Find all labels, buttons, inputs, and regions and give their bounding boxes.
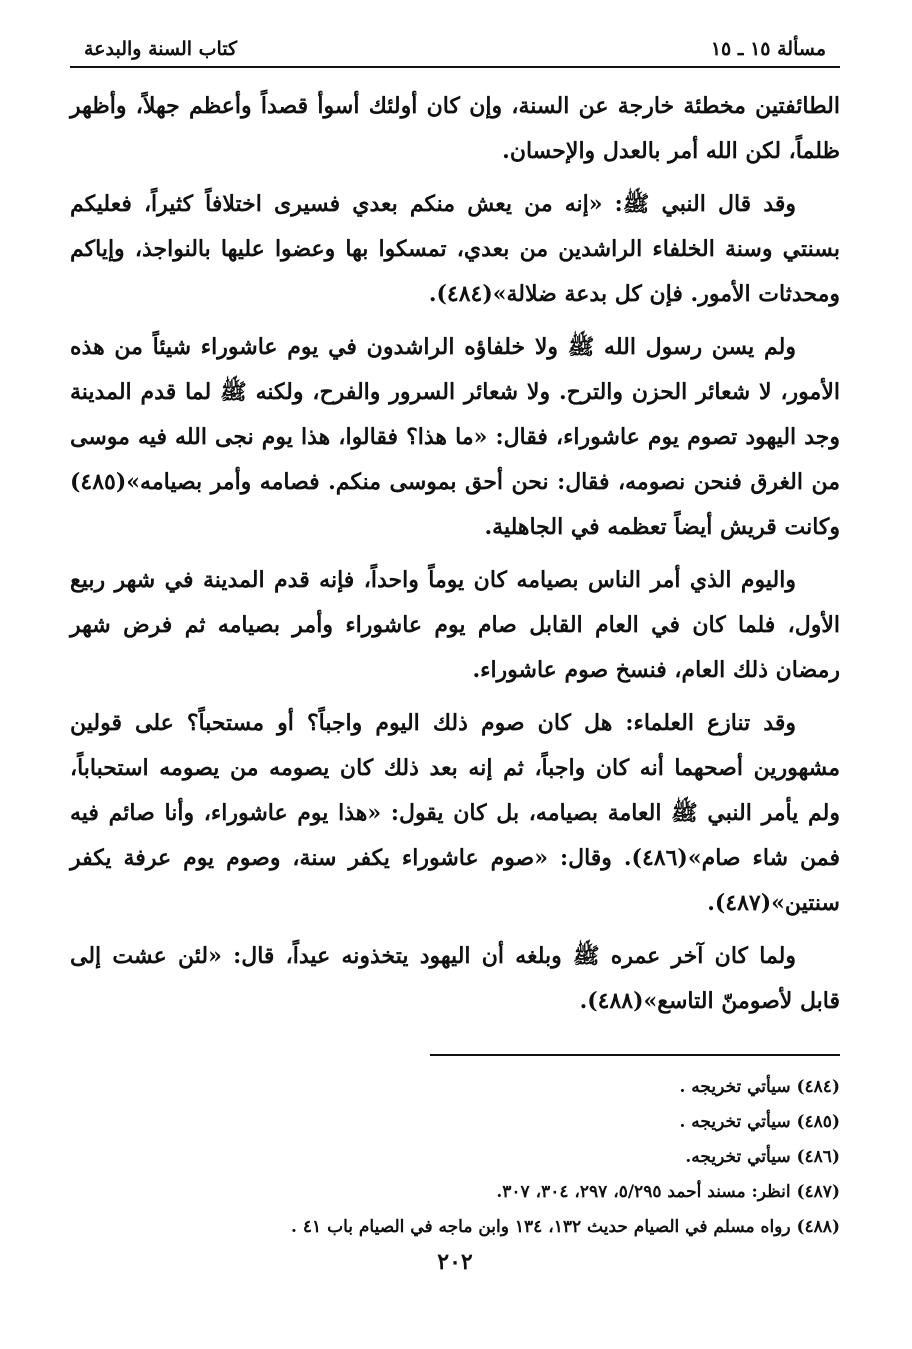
book-title: كتاب السنة والبدعة bbox=[84, 38, 238, 60]
running-header bbox=[70, 30, 840, 68]
paragraph: وقد تنازع العلماء: هل كان صوم ذلك اليوم واجباً؟ أو مستحباً؟ على قولين مشهورين أصحهما أنه كان واجباً، ثم إنه بعد ذلك كان يصومه من يصومه استحباباً، ولم يأمر النبي ﷺ العامة بصيامه، بل كان يقول: «هذا يوم عاشوراء، وأنا صائم فيه فمن شاء صام»(٤٨٦). وقال: «صوم عاشوراء يكفر سنة، وصوم يوم عرفة يكفر سنتين»(٤٨٧). bbox=[70, 710, 841, 916]
document-page bbox=[70, 30, 840, 1275]
footnotes bbox=[70, 1070, 840, 1245]
paragraph: ولم يسن رسول الله ﷺ ولا خلفاؤه الراشدون في يوم عاشوراء شيئاً من هذه الأمور، لا شعائر الحزن والترح. ولا شعائر السرور والفرح، ولكنه ﷺ لما قدم المدينة وجد اليهود تصوم يوم عاشوراء، فقال: «ما هذا؟ فقالوا، هذا يوم نجى الله فيه موسى من الغرق فنحن نصومه، فقال: نحن أحق بموسى منكم. فصامه وأمر بصيامه»(٤٨٥) وكانت قريش أيضاً تعظمه في الجاهلية. bbox=[70, 334, 840, 540]
paragraph: وقد قال النبي ﷺ: «إنه من يعش منكم بعدي فسيرى اختلافاً كثيراً، فعليكم بسنتي وسنة الخلفاء الراشدين من بعدي، تمسكوا بها وعضوا عليها بالنواجذ، وإياكم ومحدثات الأمور. فإن كل بدعة ضلالة»(٤٨٤). bbox=[70, 191, 840, 307]
footnote: (٤٨٦) سيأتي تخريجه. bbox=[685, 1147, 840, 1167]
body-text bbox=[70, 84, 840, 1024]
paragraph: ولما كان آخر عمره ﷺ وبلغه أن اليهود يتخذونه عيداً، قال: «لئن عشت إلى قابل لأصومنّ التاسع»(٤٨٨). bbox=[70, 943, 840, 1014]
paragraph: واليوم الذي أمر الناس بصيامه كان يوماً واحداً، فإنه قدم المدينة في شهر ربيع الأول، فلما كان في العام القابل صام يوم عاشوراء وأمر بصيامه ثم فرض شهر رمضان ذلك العام، فنسخ صوم عاشوراء. bbox=[70, 567, 840, 683]
section-label: مسألة ١٥ ـ ١٥ bbox=[710, 38, 826, 60]
page-number: ٢٠٢ bbox=[437, 1249, 473, 1275]
paragraph: الطائفتين مخطئة خارجة عن السنة، وإن كان أولئك أسوأ قصداً وأعظم جهلاً، وأظهر ظلماً، لكن الله أمر بالعدل والإحسان. bbox=[70, 93, 840, 164]
footnote-divider bbox=[430, 1054, 840, 1056]
footnote: (٤٨٥) سيأتي تخريجه . bbox=[679, 1112, 840, 1132]
footnote: (٤٨٨) رواه مسلم في الصيام حديث ١٣٢، ١٣٤ وابن ماجه في الصيام باب ٤١ . bbox=[291, 1217, 840, 1237]
footnote: (٤٨٧) انظر: مسند أحمد ٥/٢٩٥، ٢٩٧، ٣٠٤، ٣٠٧. bbox=[496, 1182, 840, 1202]
footnote: (٤٨٤) سيأتي تخريجه . bbox=[679, 1077, 840, 1097]
